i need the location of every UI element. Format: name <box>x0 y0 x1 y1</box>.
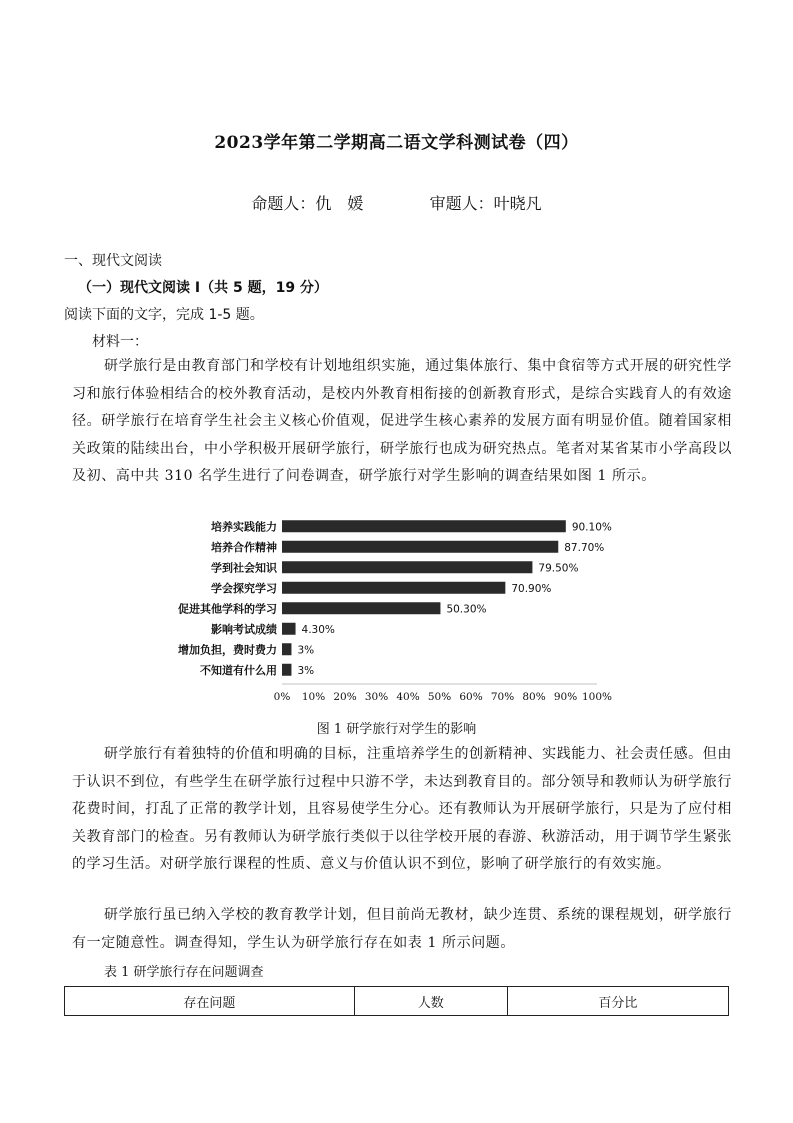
value-label: 79.50% <box>538 562 579 575</box>
x-tick-label: 50% <box>427 691 452 703</box>
bar <box>282 643 291 655</box>
bar-chart <box>140 512 620 716</box>
x-tick-label: 10% <box>301 691 326 703</box>
value-label: 50.30% <box>446 603 487 616</box>
paragraph-3: 研学旅行虽已纳入学校的教育教学计划，但目前尚无教材，缺少连贯、系统的课程规划，研学旅行有一定随意性。调查得知，学生认为研学旅行存在如表 1 所示问题。 <box>72 907 732 951</box>
category-label: 影响考试成绩 <box>211 622 277 636</box>
instruction: 阅读下面的文字，完成 1-5 题。 <box>64 307 264 323</box>
category-label: 学会探究学习 <box>211 581 277 595</box>
category-label: 学到社会知识 <box>211 561 277 575</box>
table-header-cell: 存在问题 <box>65 987 355 1016</box>
bar <box>282 623 296 635</box>
section-heading: 一、现代文阅读 <box>64 253 162 269</box>
bar <box>282 602 440 614</box>
category-label: 促进其他学科的学习 <box>178 602 277 616</box>
value-label: 70.90% <box>511 582 552 595</box>
x-tick-label: 80% <box>522 691 546 703</box>
paragraph-1: 研学旅行是由教育部门和学校有计划地组织实施，通过集体旅行、集中食宿等方式开展的研究性学习和旅行体验相结合的校外教育活动，是校内外教育相衔接的创新教育形式，是综合实践育人的有效途径。研学旅行在培育学生社会主义核心价值观，促进学生核心素养的发展方面有明显价值。随着国家相关政策的陆续出台，中小学积极开展研学旅行，研学旅行也成为研究热点。笔者对某省某市小学高段以及初、高中共 310 名学生进行了问卷调查，研学旅行对学生影响的调查结果如图 1 所示。 <box>72 358 732 485</box>
x-tick-label: 40% <box>396 691 420 703</box>
value-label: 3% <box>297 664 315 677</box>
bar <box>282 541 558 553</box>
paragraph-2: 研学旅行有着独特的价值和明确的目标，注重培养学生的创新精神、实践能力、社会责任感。但由于认识不到位，有些学生在研学旅行过程中只游不学，未达到教育目的。部分领导和教师认为研学旅行花费时间，打乱了正常的教学计划，且容易使学生分心。还有教师认为开展研学旅行，只是为了应付相关教育部门的检查。另有教师认为研学旅行类似于以往学校开展的春游、秋游活动，用于调节学生紧张的学习生活。对研学旅行课程的性质、意义与价值认识不到位，影响了研学旅行的有效实施。 <box>72 746 732 873</box>
x-tick-label: 60% <box>459 691 483 703</box>
bar <box>282 561 532 573</box>
material-label: 材料一： <box>92 334 148 350</box>
x-tick-label: 70% <box>490 691 515 703</box>
authors-line <box>0 191 793 214</box>
value-label: 4.30% <box>301 623 335 636</box>
category-label: 培养合作精神 <box>211 540 277 554</box>
reviewer-label: 审题人：叶晓凡 <box>429 194 542 213</box>
table-header-row <box>65 987 729 1016</box>
survey-table <box>64 986 729 1016</box>
value-label: 87.70% <box>564 541 605 554</box>
x-tick-label: 90% <box>553 691 578 703</box>
value-label: 90.10% <box>571 521 612 534</box>
category-label: 不知道有什么用 <box>200 663 277 677</box>
value-label: 3% <box>297 644 315 657</box>
x-tick-label: 20% <box>333 691 357 703</box>
x-tick-label: 100% <box>581 691 613 703</box>
page-title: 2023学年第二学期高二语文学科测试卷（四） <box>214 133 579 153</box>
section-subheading: （一）现代文阅读 I（共 5 题，19 分） <box>78 280 328 296</box>
x-tick-label: 30% <box>364 691 389 703</box>
table-caption: 表 1 研学旅行存在问题调查 <box>104 965 264 980</box>
bar <box>282 582 505 594</box>
bar <box>282 664 291 676</box>
bar <box>282 520 566 532</box>
setter-label: 命题人：仇 媛 <box>251 194 364 213</box>
x-tick-label: 0% <box>273 691 291 703</box>
table-header-cell: 百分比 <box>507 987 728 1016</box>
figure-caption: 图 1 研学旅行对学生的影响 <box>316 722 477 737</box>
table-header-cell: 人数 <box>354 987 507 1016</box>
category-label: 增加负担，费时费力 <box>178 643 277 657</box>
category-label: 培养实践能力 <box>211 520 277 534</box>
